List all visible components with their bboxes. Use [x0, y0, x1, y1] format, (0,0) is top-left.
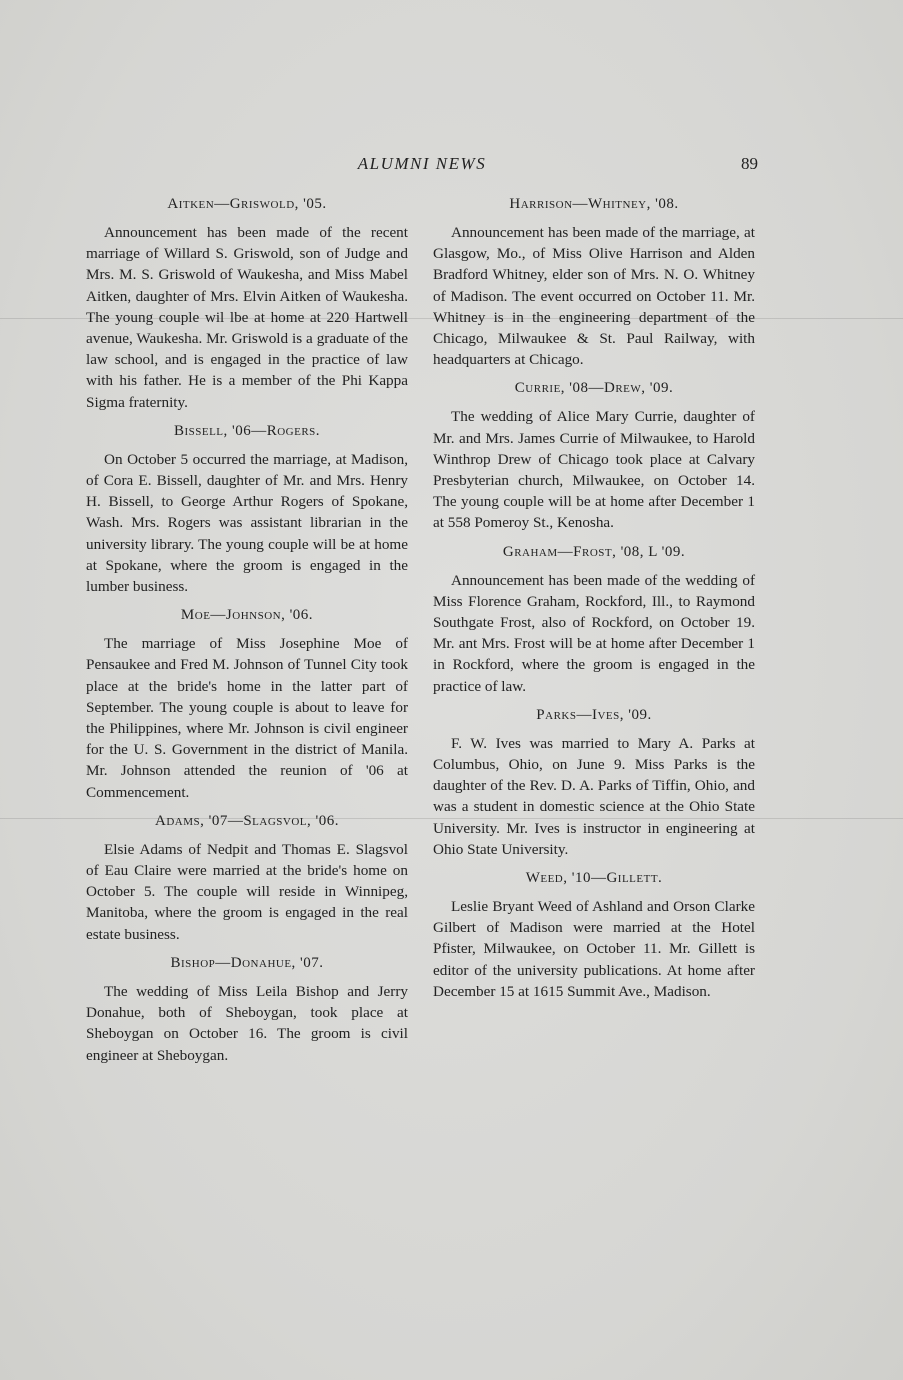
- article-heading: Bishop—Donahue, '07.: [170, 954, 324, 971]
- article-body: Announcement has been made of the wedding of Miss Florence Graham, Rockford, Ill., to Raymond Southgate Frost, also of Rockford, on October 19. Mr. ant Mrs. Frost will be at home after December 1 in Rockford, where the groom is engaged in the practice of law.: [433, 571, 755, 695]
- article-heading: Parks—Ives, '09.: [536, 706, 652, 723]
- article: [433, 870, 755, 1002]
- article: [433, 707, 755, 860]
- article-body: Leslie Bryant Weed of Ashland and Orson Clarke Gilbert of Madison were married at the Hotel Pfister, Milwaukee, on October 11. Mr. Gillett is editor of the university publications. At home after December 15 at 1615 Summit Ave., Madison.: [433, 898, 755, 1000]
- article-heading: Weed, '10—Gillett.: [525, 870, 663, 887]
- article-heading: Moe—Johnson, '06.: [180, 607, 314, 624]
- article: [433, 380, 755, 533]
- article-body: Announcement has been made of the recent marriage of Willard S. Griswold, son of Judge and Mrs. M. S. Griswold of Waukesha, and Miss Mabel Aitken, daughter of Mrs. Elvin Aitken of Waukesha. The young couple wil lbe at home at 220 Hartwell avenue, Waukesha. Mr. Griswold is a graduate of the law school, and is engaged in the practice of law with his father. He is a member of the Phi Kappa Sigma fraternity.: [86, 224, 408, 411]
- article: [86, 196, 408, 413]
- article-heading: Harrison—Whitney, '08.: [509, 196, 679, 212]
- article-heading: Currie, '08—Drew, '09.: [514, 380, 674, 397]
- article: [86, 955, 408, 1066]
- left-column: [86, 196, 408, 1076]
- article-body: Announcement has been made of the marriage, at Glasgow, Mo., of Miss Olive Harrison and Alden Bradford Whitney, elder son of Mrs. N. O. Whitney of Madison. The event occurred on October 11. Mr. Whitney is in the engineering department of the Chicago, Milwaukee & St. Paul Railway, with headquarters at Chicago.: [433, 224, 755, 369]
- article-body: The wedding of Alice Mary Currie, daughter of Mr. and Mrs. James Currie of Milwaukee, to Harold Winthrop Drew of Chicago took place at Calvary Presbyterian church, Milwaukee, on October 14. The young couple will be at home after December 1 at 558 Pomeroy St., Kenosha.: [433, 408, 755, 532]
- article-heading: Graham—Frost, '08, L '09.: [502, 543, 686, 560]
- article-body: On October 5 occurred the marriage, at Madison, of Cora E. Bissell, daughter of Mr. and Mrs. Henry H. Bissell, to George Arthur Rogers of Spokane, Wash. Mrs. Rogers was assistant librarian in the university library. The young couple will be at home at Spokane, where the groom is engaged in the lumber business.: [86, 450, 408, 596]
- article-heading: Bissell, '06—Rogers.: [173, 422, 321, 439]
- article-body: The wedding of Miss Leila Bishop and Jerry Donahue, both of Sheboygan, took place at Sheboygan on October 16. The groom is civil engineer at Sheboygan.: [86, 982, 408, 1064]
- article: [86, 607, 408, 803]
- right-column: [433, 196, 755, 1012]
- article-heading: Aitken—Griswold, '05.: [167, 196, 327, 212]
- page-number: 89: [741, 154, 758, 173]
- article: [86, 423, 408, 597]
- article: [433, 196, 755, 370]
- page-header: [86, 152, 758, 178]
- article-body: F. W. Ives was married to Mary A. Parks at Columbus, Ohio, on June 9. Miss Parks is the daughter of the Rev. D. A. Parks of Tiffin, Ohio, and was a student in domestic science at the Ohio State University. Mr. Ives is instructor in engineering at Ohio State University.: [433, 734, 755, 858]
- running-title: ALUMNI NEWS: [357, 154, 487, 173]
- article: [86, 813, 408, 945]
- article-body: Elsie Adams of Nedpit and Thomas E. Slagsvol of Eau Claire were married at the bride's home on October 5. The couple will reside in Winnipeg, Manitoba, where the groom is engaged in the real estate business.: [86, 840, 408, 943]
- article-body: The marriage of Miss Josephine Moe of Pensaukee and Fred M. Johnson of Tunnel City took place at the bride's home in the latter part of September. The young couple is about to leave for the Philippines, where Mr. Johnson is civil engineer for the U. S. Government in the district of Manila. Mr. Johnson attended the reunion of '06 at Commencement.: [86, 635, 408, 801]
- article: [433, 544, 755, 697]
- article-heading: Adams, '07—Slagsvol, '06.: [155, 812, 339, 829]
